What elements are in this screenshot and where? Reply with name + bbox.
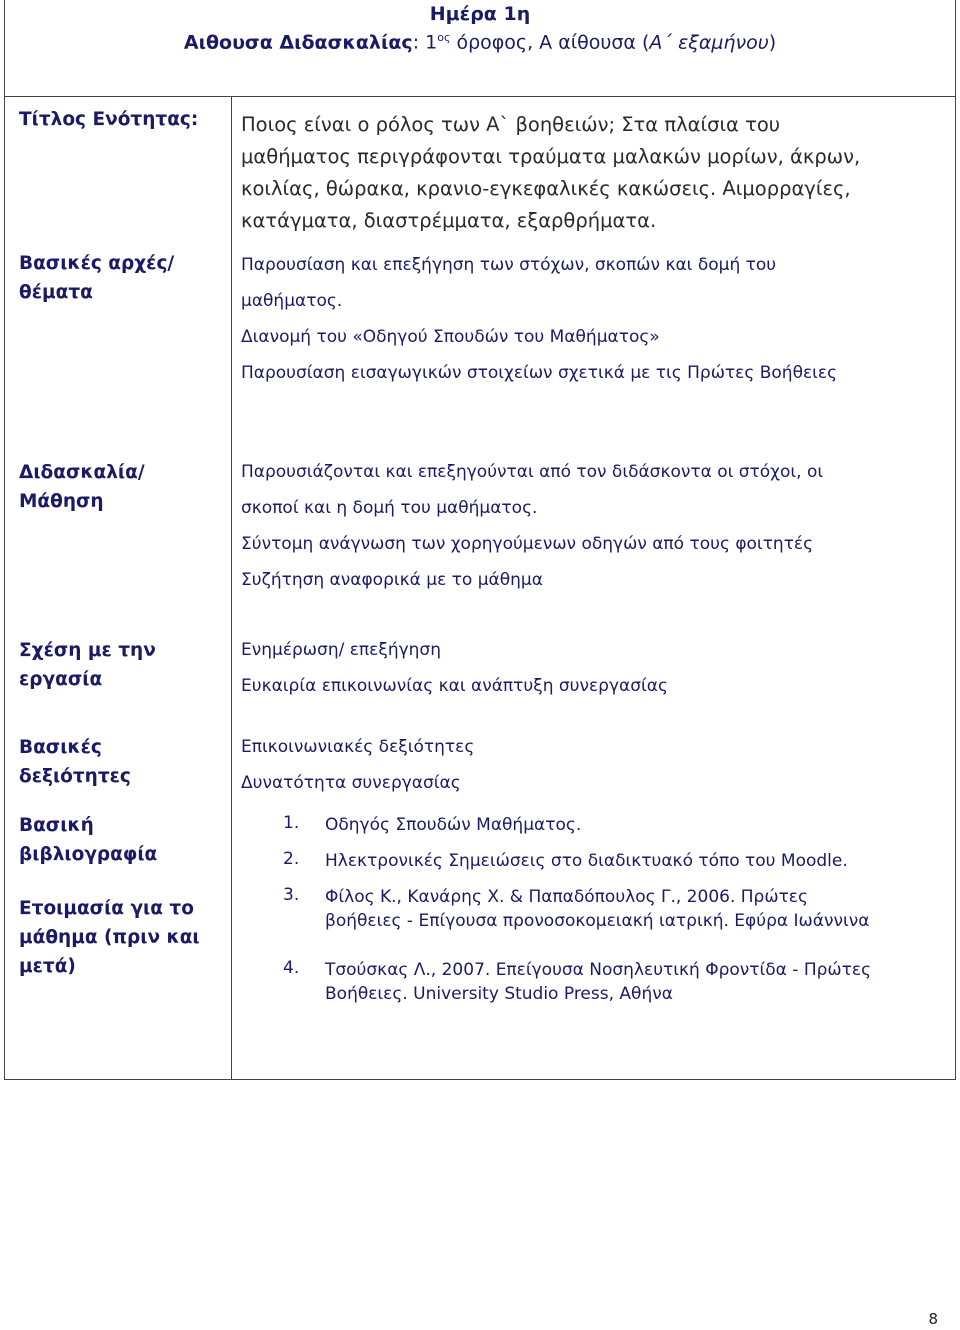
page-number: 8 <box>928 1310 938 1328</box>
teaching-content: Παρουσιάζονται και επεξηγούνται από τον διδάσκοντα οι στόχοι, οι σκοποί και η δομή του μαθήματος. Σύντομη ανάγνωση των χορηγούμενων οδηγών από τους φοιτητές Συζήτηση αναφορικά με το μάθημα <box>241 462 824 590</box>
room-close: ) <box>768 31 777 54</box>
unit-description: Ποιος είναι ο ρόλος των Α` βοηθειών; Στα πλαίσια του μαθήματος περιγράφονται τραύματα μαλακών μορίων, άκρων, κοιλίας, θώρακα, κρανιο-εγκεφαλικές κακώσεις. Αιμορραγίες, κατάγματα, διαστρέμματα, εξαρθρήματα. <box>241 113 861 232</box>
room-semester: Α΄ εξαμήνου <box>649 31 769 54</box>
basic-principles-label: Βασικές αρχές/ θέματα <box>19 253 175 303</box>
preparation-label: Ετοιμασία για το μάθημα (πριν και μετά) <box>19 898 200 977</box>
room-info <box>5 31 955 53</box>
room-label: Αιθουσα Διδασκαλίας <box>183 31 413 54</box>
column-divider <box>231 97 232 1079</box>
teaching-label: Διδασκαλία/ Μάθηση <box>19 462 145 512</box>
work-relation-content: Ενημέρωση/ επεξήγηση Ευκαιρία επικοινωνίας και ανάπτυξη συνεργασίας <box>241 640 668 696</box>
room-separator: : <box>412 31 420 54</box>
work-relation-label: Σχέση με την εργασία <box>19 640 156 690</box>
basic-skills-label: Βασικές δεξιότητες <box>19 737 131 787</box>
skills-content: Επικοινωνιακές δεξιότητες Δυνατότητα συνεργασίας <box>241 737 475 793</box>
day-header <box>4 0 956 97</box>
principles-content: Παρουσίαση και επεξήγηση των στόχων, σκοπών και δομή του μαθήματος. Διανομή του «Οδηγού Σπουδών του Μαθήματος» Παρουσίαση εισαγωγικών στοιχείων σχετικά με τις Πρώτες Βοήθειες <box>241 255 838 383</box>
room-floor-number: 1 <box>419 31 438 54</box>
room-floor-suffix: ος <box>437 31 451 44</box>
room-floor-text: όροφος, Α αίθουσα ( <box>450 31 650 54</box>
bibliography-label: Βασική βιβλιογραφία <box>19 815 158 865</box>
course-table: Τίτλος Ενότητας: Βασικές αρχές/ θέματα Διδασκαλία/ Μάθηση Σχέση με την εργασία Βασικές δεξιότητες Βασική βιβλιογραφία Ετοιμασία για το μάθημα (πριν και μετά) Ποιος είναι ο ρόλος των Α` βοηθειών; Στα πλαίσια του μαθήματος περιγράφονται τραύματα μαλακών μορίων, άκρων, κοιλίας, θώρακα, κρανιο-εγκεφαλικές κακώσεις. Αιμορραγίες, κατάγματα, διαστρέμματα, εξαρθρήματα. Παρουσίαση και επεξήγηση των στόχων, σκοπών και δομή του μαθήματος. Διανομή του «Οδηγού Σπουδών του Μαθήματος» Παρουσίαση εισαγωγικών στοιχείων σχετικά με τις Πρώτες Βοήθειες Παρουσιάζονται και επεξηγούνται από τον διδάσκοντα οι στόχοι, οι σκοποί και η δομή του μαθήματος. Σύντομη ανάγνωση των χορηγούμενων οδηγών από τους φοιτητές Συζήτηση αναφορικά με το μάθημα Ενημέρωση/ επεξήγηση Ευκαιρία επικοινωνίας και ανάπτυξη συνεργασίας Επικοινωνιακές δεξιότητες Δυνατότητα συνεργασίας 1. Οδηγός Σπουδών Μαθήματος. 2. Ηλεκτρονικές Σημειώσεις στο διαδικτυακό τόπο του Moodle. 3. Φίλος Κ., Κανάρης Χ. & Παπαδόπουλος Γ., 2006. Πρώτες βοήθειες - Επίγουσα προνοσοκομειακή ιατρική. Εφύρα Ιωάννινα 4. Τσούσκας Λ., 2007. Επείγουσα Νοσηλευτική Φροντίδα - Πρώτες Βοήθειες. University Studio Press, Αθήνα <box>4 96 956 1080</box>
day-title: Ημέρα 1η <box>429 3 531 25</box>
unit-title-label: Τίτλος Ενότητας: <box>19 109 199 130</box>
